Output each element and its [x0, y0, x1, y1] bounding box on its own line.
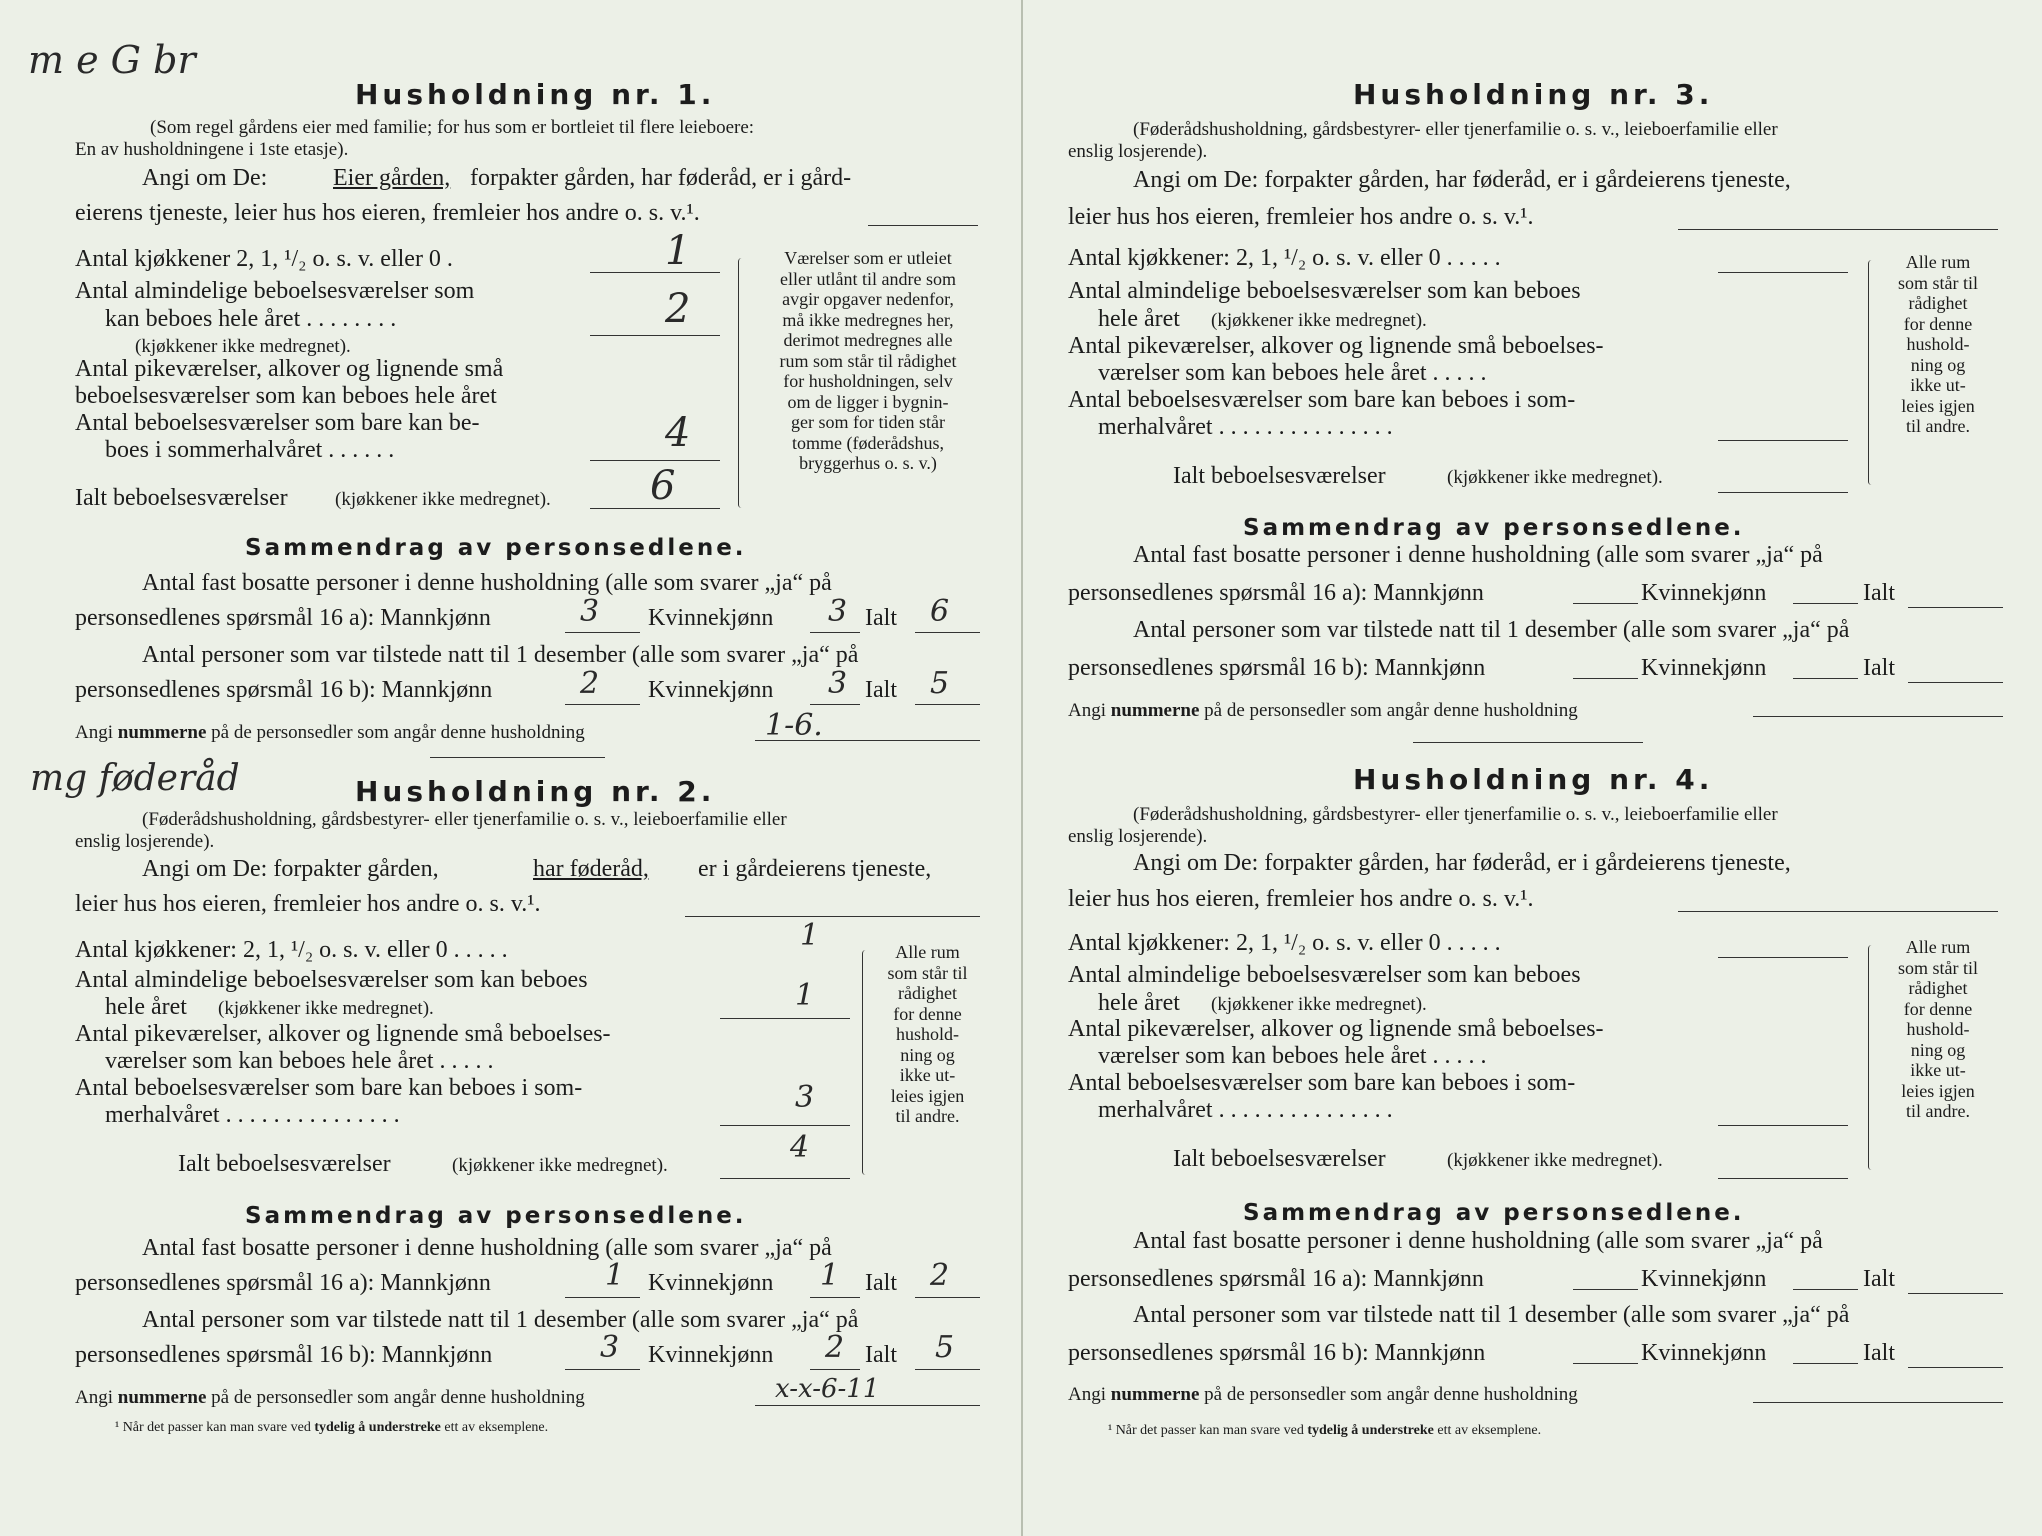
h4-row-pike-b: værelser som kan beboes hele året . . . . . — [1098, 1043, 1487, 1069]
h3-row-rooms-s: (kjøkkener ikke medregnet). — [1211, 310, 1427, 331]
h2-sum-2-kv: Kvinnekjønn — [648, 1342, 774, 1368]
h1-note-1: (Som regel gårdens eier med familie; for hus som er bortleiet til flere leieboere: — [150, 117, 755, 138]
h1-sum-1-m: 3 — [580, 594, 600, 629]
h1-sum-1a: Antal fast bosatte personer i denne husholdning (alle som svarer „ja“ på — [142, 570, 832, 596]
h4-title: Husholdning nr. 4. — [1353, 763, 1714, 796]
h2-side-note: Alle rum som står til rådighet for denne hushold- ning og ikke ut- leies igjen til andre. — [887, 942, 968, 1126]
right-footnote: ¹ Når det passer kan man svare ved tydelig å understreke ett av eksemplene. — [1108, 1423, 1542, 1438]
h1-side-note: Værelser som er utleiet eller utlånt til andre som avgir opgaver nedenfor, må ikke medregnes her, derimot medregnes alle rum som står til rådighet for husholdningen, selv om de ligger i bygnin- ger som for tiden står tomme (føderådshus, bryggerhus o. s. v.) — [779, 248, 957, 473]
h4-row-total-note: (kjøkkener ikke medregnet). — [1447, 1150, 1663, 1171]
h2-sum-1-k: 1 — [820, 1258, 840, 1293]
h3-row-summer-a: Antal beboelsesværelser som bare kan beboes i som- — [1068, 387, 1576, 413]
h4-sum-2-kv: Kvinnekjønn — [1641, 1340, 1767, 1366]
h2-row-total-note: (kjøkkener ikke medregnet). — [452, 1155, 668, 1176]
h1-angi-c: eierens tjeneste, leier hus hos eieren, fremleier hos andre o. s. v.¹. — [75, 200, 700, 226]
h3-sum-2-kv: Kvinnekjønn — [1641, 655, 1767, 681]
h2-numbers: Angi nummerne på de personsedler som angår denne husholdning — [75, 1387, 585, 1408]
h1-row-rooms-a: Antal almindelige beboelsesværelser som — [75, 278, 475, 304]
h2-sum-2a: Antal personer som var tilstede natt til 1 desember (alle som svarer „ja“ på — [142, 1307, 859, 1333]
h2-angi-f: har føderåd, — [533, 856, 649, 882]
h1-val-rooms: 2 — [665, 286, 691, 332]
h1-val-total: 6 — [650, 463, 676, 509]
h1-sum-2a: Antal personer som var tilstede natt til 1 desember (alle som svarer „ja“ på — [142, 642, 859, 668]
h3-row-rooms-a: Antal almindelige beboelsesværelser som kan beboes — [1068, 278, 1581, 304]
h1-sum-2b: personsedlenes spørsmål 16 b): Mannkjønn — [75, 677, 493, 703]
h4-sum-1b: personsedlenes spørsmål 16 a): Mannkjønn — [1068, 1266, 1484, 1292]
h3-row-total: Ialt beboelsesværelser — [1173, 463, 1386, 489]
h3-note-1: (Føderådshusholdning, gårdsbestyrer- eller tjenerfamilie o. s. v., leieboerfamilie eller — [1133, 119, 1778, 140]
h3-title: Husholdning nr. 3. — [1353, 78, 1714, 111]
h1-numbers: Angi nummerne på de personsedler som angår denne husholdning — [75, 722, 585, 743]
h1-sum-2-ialt: Ialt — [865, 677, 897, 703]
h4-note-1: (Føderådshusholdning, gårdsbestyrer- eller tjenerfamilie o. s. v., leieboerfamilie eller — [1133, 804, 1778, 825]
h4-row-summer-b: merhalvåret . . . . . . . . . . . . . . . — [1098, 1097, 1393, 1123]
h1-sum-2-kv: Kvinnekjønn — [648, 677, 774, 703]
h2-sum-2b: personsedlenes spørsmål 16 b): Mannkjønn — [75, 1342, 493, 1368]
h2-val-rooms: 1 — [795, 978, 815, 1013]
h2-margin-note: mg føderåd — [30, 758, 240, 799]
h2-note-2: enslig losjerende). — [75, 831, 215, 852]
h2-row-rooms-a: Antal almindelige beboelsesværelser som kan beboes — [75, 967, 588, 993]
h2-summary-title: Sammendrag av personsedlene. — [245, 1203, 747, 1229]
h2-row-rooms-b: hele året — [105, 994, 187, 1020]
h2-val-total: 4 — [790, 1130, 810, 1165]
h2-val-summer: 3 — [795, 1080, 815, 1115]
h1-angi-a: Angi om De: — [142, 165, 268, 191]
h1-sum-1-i: 6 — [930, 594, 950, 629]
h4-angi-c: leier hus hos eieren, fremleier hos andre o. s. v.¹. — [1068, 886, 1534, 912]
h3-sum-1-ialt: Ialt — [1863, 580, 1895, 606]
h4-sum-1-ialt: Ialt — [1863, 1266, 1895, 1292]
h1-row-kitchens: Antal kjøkkener 2, 1, ¹/₂ o. s. v. eller 0 . — [75, 246, 453, 272]
h2-row-total: Ialt beboelsesværelser — [178, 1151, 391, 1177]
h1-row-rooms-c: (kjøkkener ikke medregnet). — [135, 336, 351, 357]
h1-row-summer-a: Antal beboelsesværelser som bare kan be- — [75, 410, 480, 436]
h1-sum-1-k: 3 — [828, 594, 848, 629]
h4-row-rooms-b: hele året — [1098, 990, 1180, 1016]
h3-sum-1b: personsedlenes spørsmål 16 a): Mannkjønn — [1068, 580, 1484, 606]
h2-row-rooms-s: (kjøkkener ikke medregnet). — [218, 998, 434, 1019]
h1-row-pike-b: beboelsesværelser som kan beboes hele året — [75, 383, 497, 409]
h1-val-summer: 4 — [665, 410, 691, 456]
h3-row-pike-b: værelser som kan beboes hele året . . . . . — [1098, 360, 1487, 386]
h2-sum-1b: personsedlenes spørsmål 16 a): Mannkjønn — [75, 1270, 491, 1296]
h4-sum-1-kv: Kvinnekjønn — [1641, 1266, 1767, 1292]
h1-row-rooms-b: kan beboes hele året . . . . . . . . — [105, 306, 397, 332]
h3-row-rooms-b: hele året — [1098, 306, 1180, 332]
h3-row-total-note: (kjøkkener ikke medregnet). — [1447, 467, 1663, 488]
h4-row-total: Ialt beboelsesværelser — [1173, 1146, 1386, 1172]
h3-angi-a: Angi om De: forpakter gården, har føderåd, er i gårdeierens tjeneste, — [1133, 167, 1791, 193]
h3-angi-c: leier hus hos eieren, fremleier hos andre o. s. v.¹. — [1068, 204, 1534, 230]
h3-row-kitchens: Antal kjøkkener: 2, 1, ¹/₂ o. s. v. eller 0 . . . . . — [1068, 245, 1501, 271]
h3-note-2: enslig losjerende). — [1068, 141, 1208, 162]
h3-numbers: Angi nummerne på de personsedler som angår denne husholdning — [1068, 700, 1578, 721]
h1-val-kitchens: 1 — [665, 228, 691, 274]
h2-sum-1a: Antal fast bosatte personer i denne husholdning (alle som svarer „ja“ på — [142, 1235, 832, 1261]
h4-row-rooms-s: (kjøkkener ikke medregnet). — [1211, 994, 1427, 1015]
h3-row-pike-a: Antal pikeværelser, alkover og lignende små beboelses- — [1068, 333, 1604, 359]
h4-side-note: Alle rum som står til rådighet for denne hushold- ning og ikke ut- leies igjen til andre. — [1898, 937, 1978, 1121]
h1-title: Husholdning nr. 1. — [355, 78, 716, 111]
h1-row-pike-a: Antal pikeværelser, alkover og lignende små — [75, 356, 504, 382]
h1-row-total-note: (kjøkkener ikke medregnet). — [335, 489, 551, 510]
h2-angi-a: Angi om De: forpakter gården, — [142, 856, 439, 882]
h2-numbers-val: x-x-6-11 — [775, 1374, 880, 1404]
h1-sum-1-kv: Kvinnekjønn — [648, 605, 774, 631]
h4-sum-2b: personsedlenes spørsmål 16 b): Mannkjønn — [1068, 1340, 1486, 1366]
h3-sum-1a: Antal fast bosatte personer i denne husholdning (alle som svarer „ja“ på — [1133, 542, 1823, 568]
h1-sum-1b: personsedlenes spørsmål 16 a): Mannkjønn — [75, 605, 491, 631]
h4-summary-title: Sammendrag av personsedlene. — [1243, 1200, 1745, 1226]
h2-row-summer-b: merhalvåret . . . . . . . . . . . . . . . — [105, 1102, 400, 1128]
h1-angi-b: forpakter gården, har føderåd, er i gård- — [470, 165, 852, 191]
h2-note-1: (Føderådshusholdning, gårdsbestyrer- eller tjenerfamilie o. s. v., leieboerfamilie eller — [142, 809, 787, 830]
left-footnote: ¹ Når det passer kan man svare ved tydelig å understreke ett av eksemplene. — [115, 1420, 549, 1435]
h1-sum-2-m: 2 — [580, 666, 600, 701]
h1-summary-title: Sammendrag av personsedlene. — [245, 535, 747, 561]
h2-sum-2-ialt: Ialt — [865, 1342, 897, 1368]
h1-angi-eier: Eier gården, — [333, 165, 451, 191]
h2-sum-2-m: 3 — [600, 1330, 620, 1365]
h4-sum-2-ialt: Ialt — [1863, 1340, 1895, 1366]
h3-sum-2-ialt: Ialt — [1863, 655, 1895, 681]
h2-sum-1-i: 2 — [930, 1258, 950, 1293]
h2-angi-b: er i gårdeierens tjeneste, — [698, 856, 932, 882]
h2-row-kitchens: Antal kjøkkener: 2, 1, ¹/₂ o. s. v. eller 0 . . . . . — [75, 937, 508, 963]
h4-sum-1a: Antal fast bosatte personer i denne husholdning (alle som svarer „ja“ på — [1133, 1228, 1823, 1254]
h4-note-2: enslig losjerende). — [1068, 826, 1208, 847]
h2-sum-1-kv: Kvinnekjønn — [648, 1270, 774, 1296]
h1-row-summer-b: boes i sommerhalvåret . . . . . . — [105, 437, 395, 463]
h3-sum-1-kv: Kvinnekjønn — [1641, 580, 1767, 606]
h2-sum-1-m: 1 — [605, 1258, 625, 1293]
h2-sum-2-k: 2 — [825, 1330, 845, 1365]
h4-angi-a: Angi om De: forpakter gården, har føderåd, er i gårdeierens tjeneste, — [1133, 850, 1791, 876]
h1-note-2: En av husholdningene i 1ste etasje). — [75, 139, 349, 160]
h2-sum-1-ialt: Ialt — [865, 1270, 897, 1296]
h2-val-kitchens: 1 — [800, 918, 820, 953]
h4-row-kitchens: Antal kjøkkener: 2, 1, ¹/₂ o. s. v. eller 0 . . . . . — [1068, 930, 1501, 956]
h1-sum-2-k: 3 — [828, 666, 848, 701]
h3-row-summer-b: merhalvåret . . . . . . . . . . . . . . . — [1098, 414, 1393, 440]
h4-sum-2a: Antal personer som var tilstede natt til 1 desember (alle som svarer „ja“ på — [1133, 1302, 1850, 1328]
h4-row-summer-a: Antal beboelsesværelser som bare kan beboes i som- — [1068, 1070, 1576, 1096]
h3-side-note: Alle rum som står til rådighet for denne hushold- ning og ikke ut- leies igjen til andre. — [1898, 252, 1978, 436]
margin-note: m e G br — [28, 38, 196, 82]
h1-sum-1-ialt: Ialt — [865, 605, 897, 631]
h1-row-total: Ialt beboelsesværelser — [75, 485, 288, 511]
h4-row-pike-a: Antal pikeværelser, alkover og lignende små beboelses- — [1068, 1016, 1604, 1042]
h2-sum-2-i: 5 — [935, 1330, 955, 1365]
h2-angi-c: leier hus hos eieren, fremleier hos andre o. s. v.¹. — [75, 891, 541, 917]
h2-row-pike-b: værelser som kan beboes hele året . . . . . — [105, 1048, 494, 1074]
h2-row-pike-a: Antal pikeværelser, alkover og lignende små beboelses- — [75, 1021, 611, 1047]
h4-numbers: Angi nummerne på de personsedler som angår denne husholdning — [1068, 1384, 1578, 1405]
h3-sum-2a: Antal personer som var tilstede natt til 1 desember (alle som svarer „ja“ på — [1133, 617, 1850, 643]
h1-numbers-val: 1-6. — [765, 708, 823, 743]
h3-summary-title: Sammendrag av personsedlene. — [1243, 515, 1745, 541]
h3-sum-2b: personsedlenes spørsmål 16 b): Mannkjønn — [1068, 655, 1486, 681]
h4-row-rooms-a: Antal almindelige beboelsesværelser som kan beboes — [1068, 962, 1581, 988]
h2-title: Husholdning nr. 2. — [355, 775, 716, 808]
right-page — [1021, 0, 2042, 1536]
h1-sum-2-i: 5 — [930, 666, 950, 701]
h2-row-summer-a: Antal beboelsesværelser som bare kan beboes i som- — [75, 1075, 583, 1101]
